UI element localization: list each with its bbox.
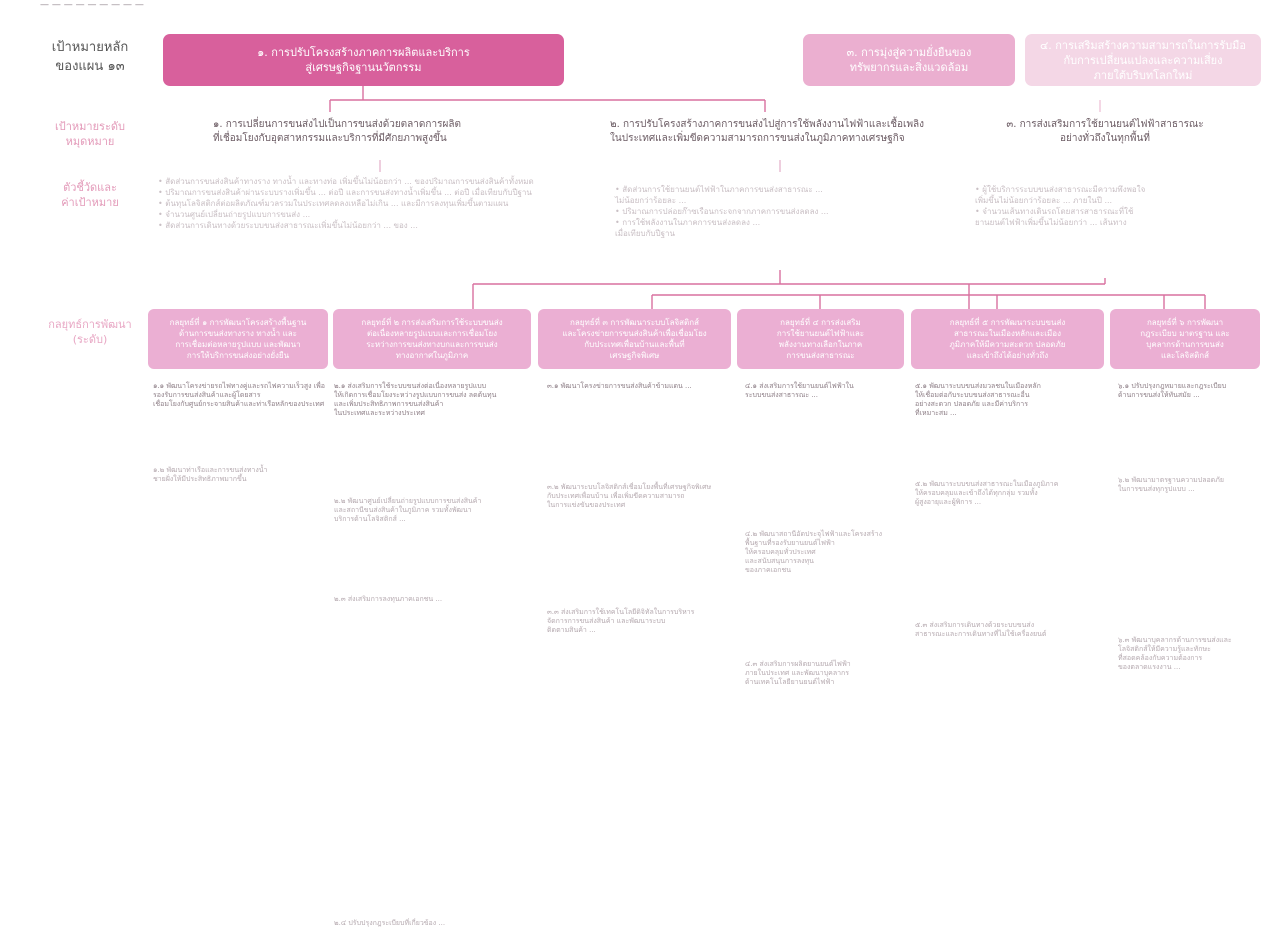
detail-5-p1: ๕.๑ พัฒนาระบบขนส่งมวลชนในเมืองหลัก ให้เชื่อมต่อกับระบบขนส่งสาธารณะอื่น อย่างสะดวก ปลอดภัย และมีค่าบริการ ที่เหมาะสม ... — [915, 382, 1041, 417]
detail-1-p2: ๑.๒ พัฒนาท่าเรือและการขนส่งทางน้ำ ชายฝั่งให้มีประสิทธิภาพมากขึ้น — [153, 466, 268, 483]
detail-6-p2: ๖.๒ พัฒนามาตรฐานความปลอดภัย ในการขนส่งทุกรูปแบบ ... — [1118, 476, 1224, 493]
goal-box-second: ๓. การมุ่งสู่ความยั่งยืนของ ทรัพยากรและสิ่งแวดล้อม — [803, 34, 1015, 86]
detail-6-p3: ๖.๓ พัฒนาบุคลากรด้านการขนส่งและ โลจิสติกส์ให้มีความรู้และทักษะ ที่สอดคล้องกับความต้องการ ของตลาดแรงงาน ... — [1118, 636, 1232, 671]
row-label-goal: เป้าหมายระดับ หมุดหมาย — [55, 120, 125, 148]
indicator-3: • ผู้ใช้บริการระบบขนส่งสาธารณะมีความพึงพอใจ เพิ่มขึ้นไม่น้อยกว่าร้อยละ ... ภายในปี ... • จำนวนเส้นทางเดินรถโดยสารสาธารณะที่ใช้ ยานยนต์ไฟฟ้าเพิ่มขึ้นไม่น้อยกว่า ... เส้นทาง — [975, 185, 1146, 227]
detail-6-p1: ๖.๑ ปรับปรุงกฎหมายและกฎระเบียบ ด้านการขนส่งให้ทันสมัย ... — [1118, 382, 1227, 399]
strategy-box-6: กลยุทธ์ที่ ๖ การพัฒนา กฎระเบียบ มาตรฐาน และ บุคลากรด้านการขนส่ง และโลจิสติกส์ — [1110, 309, 1260, 369]
detail-2-p2: ๒.๒ พัฒนาศูนย์เปลี่ยนถ่ายรูปแบบการขนส่งสินค้า และสถานีขนส่งสินค้าในภูมิภาค รวมทั้งพัฒนา บริการด้านโลจิสติกส์ ... — [334, 497, 482, 523]
goal-2: ๒. การปรับโครงสร้างภาคการขนส่งไปสู่การใช้พลังงานไฟฟ้าและเชื้อเพลิง ในประเทศและเพิ่มขีดความสามารถการขนส่งในภูมิภาคทางเศรษฐกิจ — [610, 119, 925, 144]
goal-1: ๑. การเปลี่ยนการขนส่งไปเป็นการขนส่งด้วยตลาดการผลิต ที่เชื่อมโยงกับอุตสาหกรรมและบริการที่มีศักยภาพสูงขึ้น — [213, 119, 461, 144]
goal-3: ๓. การส่งเสริมการใช้ยานยนต์ไฟฟ้าสาธารณะ อย่างทั่วถึงในทุกพื้นที่ — [1006, 119, 1204, 144]
strategy-box-4: กลยุทธ์ที่ ๔ การส่งเสริม การใช้ยานยนต์ไฟฟ้าและ พลังงานทางเลือกในภาค การขนส่งสาธารณะ — [737, 309, 904, 369]
strategy-box-1: กลยุทธ์ที่ ๑ การพัฒนาโครงสร้างพื้นฐาน ด้านการขนส่งทางราง ทางน้ำ และ การเชื่อมต่อหลายรูปแบบ และพัฒนา การให้บริการขนส่งอย่างยั่งยืน — [148, 309, 328, 369]
indicator-2: • สัดส่วนการใช้ยานยนต์ไฟฟ้าในภาคการขนส่งสาธารณะ ... ไม่น้อยกว่าร้อยละ ... • ปริมาณการปล่อยก๊าซเรือนกระจกจากภาคการขนส่งลดลง ... • การใช้พลังงานในภาคการขนส่งลดลง ... เมื่อเทียบกับปีฐาน — [615, 185, 829, 238]
goal-box-third: ๔. การเสริมสร้างความสามารถในการรับมือ กับการเปลี่ยนแปลงและความเสี่ยง ภายใต้บริบทโลกใหม่ — [1025, 34, 1261, 86]
detail-3-p2: ๓.๒ พัฒนาระบบโลจิสติกส์เชื่อมโยงพื้นที่เศรษฐกิจพิเศษ กับประเทศเพื่อนบ้าน เพื่อเพิ่มขีดความสามารถ ในการแข่งขันของประเทศ — [547, 483, 712, 509]
detail-3-p1: ๓.๑ พัฒนาโครงข่ายการขนส่งสินค้าข้ามแดน ... — [547, 382, 692, 390]
detail-2-p1: ๒.๑ ส่งเสริมการใช้ระบบขนส่งต่อเนื่องหลายรูปแบบ ให้เกิดการเชื่อมโยงระหว่างรูปแบบการขนส่ง ลดต้นทุน และเพิ่มประสิทธิภาพการขนส่งสินค้า ในประเทศและระหว่างประเทศ — [334, 382, 497, 417]
row-label-plan: กลยุทธ์การพัฒนา (ระดับ) — [48, 318, 132, 346]
detail-1-p1: ๑.๑ พัฒนาโครงข่ายรถไฟทางคู่และรถไฟความเร็วสูง เพื่อรองรับการขนส่งสินค้าและผู้โดยสาร เชื่อมโยงกับศูนย์กระจายสินค้าและท่าเรือหลักของประเทศ — [153, 382, 325, 408]
detail-3-p3: ๓.๓ ส่งเสริมการใช้เทคโนโลยีดิจิทัลในการบริหาร จัดการการขนส่งสินค้า และพัฒนาระบบ ติดตามสินค้า ... — [547, 608, 695, 634]
detail-2-p3: ๒.๓ ส่งเสริมการลงทุนภาคเอกชน ... ๒.๔ ปรับปรุงกฎระเบียบที่เกี่ยวข้อง ... — [334, 595, 446, 927]
detail-1-p3 — [153, 560, 328, 785]
indicator-1: • สัดส่วนการขนส่งสินค้าทางราง ทางน้ำ และทางท่อ เพิ่มขึ้นไม่น้อยกว่า ... ของปริมาณการขนส่งสินค้าทั้งหมด • ปริมาณการขนส่งสินค้าผ่านระบบรางเพิ่มขึ้น ... ต่อปี และการขนส่งทางน้ำเพิ่มขึ้น ... ต่อปี เมื่อเทียบกับปีฐาน • ต้นทุนโลจิสติกส์ต่อผลิตภัณฑ์มวลรวมในประเทศลดลงเหลือไม่เกิน ... และมีการลงทุนเพิ่มขึ้นตามแผน • จำนวนศูนย์เปลี่ยนถ่ายรูปแบบการขนส่ง ... • สัดส่วนการเดินทางด้วยระบบขนส่งสาธารณะเพิ่มขึ้นไม่น้อยกว่า ... ของ ... — [158, 177, 534, 230]
main-goal-box: ๑. การปรับโครงสร้างภาคการผลิตและบริการ สู่เศรษฐกิจฐานนวัตกรรม — [163, 34, 564, 86]
strategy-box-3: กลยุทธ์ที่ ๓ การพัฒนาระบบโลจิสติกส์ และโครงข่ายการขนส่งสินค้าเพื่อเชื่อมโยง กับประเทศเพื่อนบ้านและพื้นที่ เศรษฐกิจพิเศษ — [538, 309, 731, 369]
detail-5-p3: ๕.๓ ส่งเสริมการเดินทางด้วยระบบขนส่ง สาธารณะและการเดินทางที่ไม่ใช้เครื่องยนต์ — [915, 621, 1047, 638]
detail-4-p1: ๔.๑ ส่งเสริมการใช้ยานยนต์ไฟฟ้าใน ระบบขนส่งสาธารณะ ... — [745, 382, 854, 399]
detail-4-p2: ๔.๒ พัฒนาสถานีอัดประจุไฟฟ้าและโครงสร้าง พื้นฐานที่รองรับยานยนต์ไฟฟ้า ให้ครอบคลุมทั่วประเทศ และสนับสนุนการลงทุน ของภาคเอกชน — [745, 530, 882, 574]
strategy-box-2: กลยุทธ์ที่ ๒ การส่งเสริมการใช้ระบบขนส่ง ต่อเนื่องหลายรูปแบบและการเชื่อมโยง ระหว่างการขนส่งทางบกและการขนส่ง ทางอากาศในภูมิภาค — [333, 309, 531, 369]
header-caption: — — — — — — — — — — [40, 0, 144, 10]
detail-5-p2: ๕.๒ พัฒนาระบบขนส่งสาธารณะในเมืองภูมิภาค ให้ครอบคลุมและเข้าถึงได้ทุกกลุ่ม รวมทั้ง ผู้สูงอายุและผู้พิการ ... — [915, 480, 1059, 506]
row-label-indicator: ตัวชี้วัดและ ค่าเป้าหมาย — [61, 181, 119, 209]
detail-4-p3: ๔.๓ ส่งเสริมการผลิตยานยนต์ไฟฟ้า ภายในประเทศ และพัฒนาบุคลากร ด้านเทคโนโลยียานยนต์ไฟฟ้า — [745, 660, 851, 686]
strategy-box-5: กลยุทธ์ที่ ๕ การพัฒนาระบบขนส่ง สาธารณะในเมืองหลักและเมือง ภูมิภาคให้มีความสะดวก ปลอดภัย และเข้าถึงได้อย่างทั่วถึง — [911, 309, 1104, 369]
row-label-main-goal: เป้าหมายหลัก ของแผน ๑๓ — [51, 40, 129, 74]
